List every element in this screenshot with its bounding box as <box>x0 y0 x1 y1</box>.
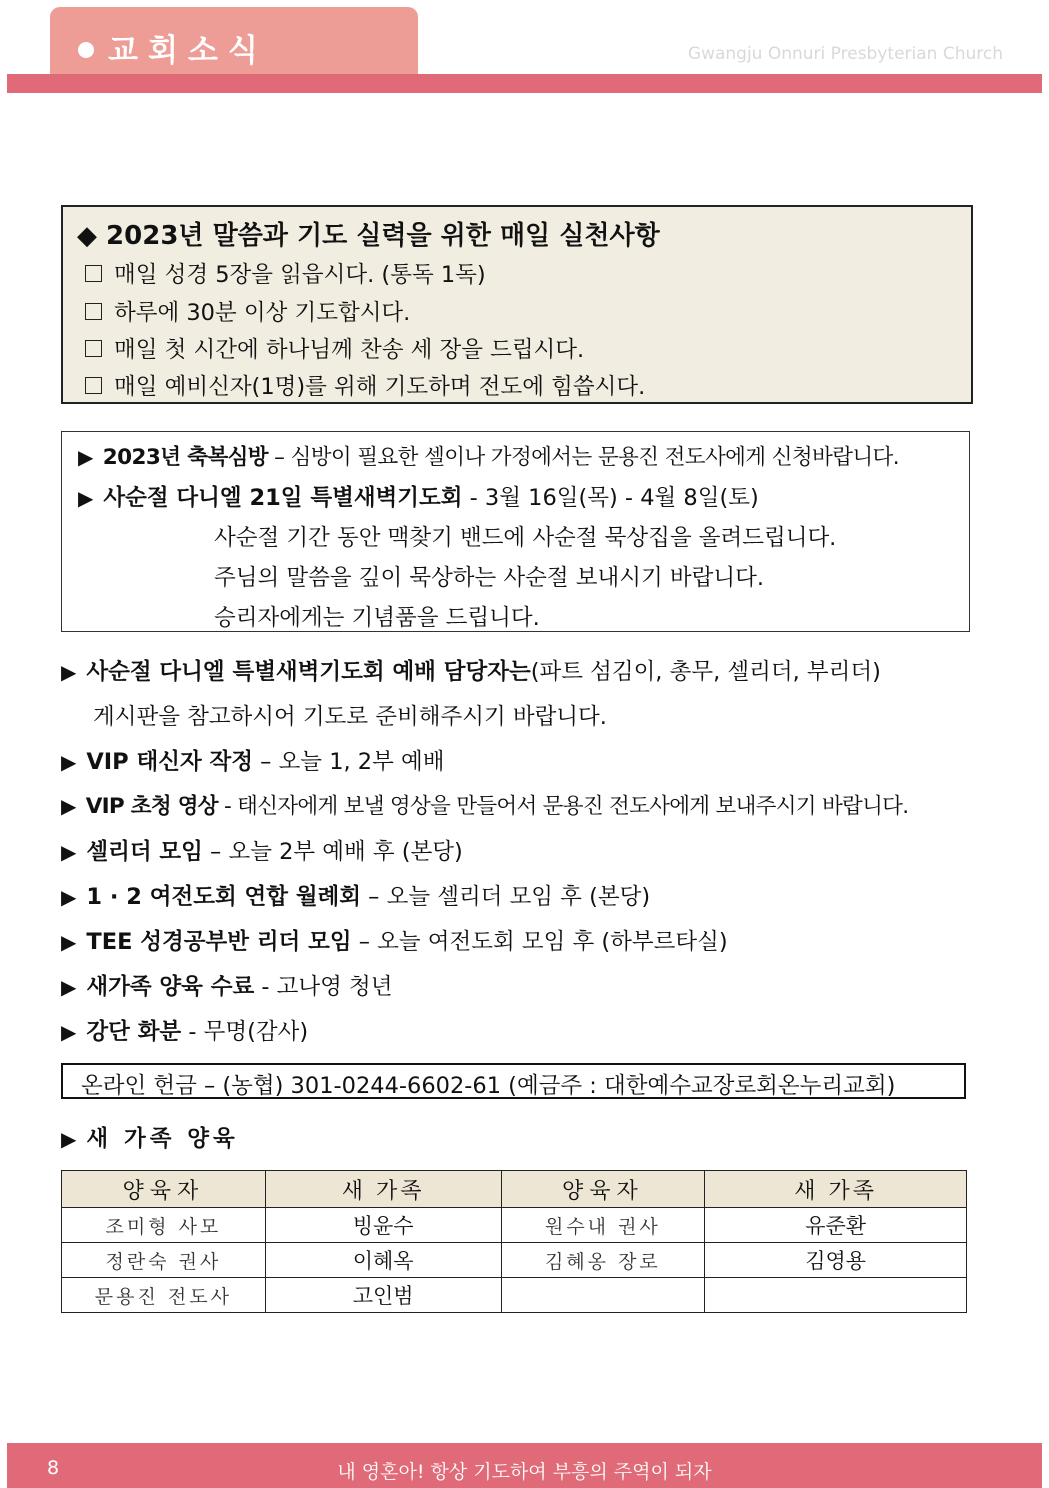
column-header: 새 가족 <box>705 1171 967 1208</box>
column-header: 새 가족 <box>265 1171 501 1208</box>
page-number: 8 <box>47 1457 60 1479</box>
triangle-icon: ▶ <box>61 750 77 774</box>
table-header-row <box>62 1171 967 1208</box>
new-family-table <box>61 1170 967 1313</box>
triangle-icon: ▶ <box>61 885 77 909</box>
checkbox-icon <box>85 340 102 357</box>
footer-bar <box>7 1443 1042 1488</box>
table-cell: 이혜옥 <box>265 1243 501 1278</box>
column-header: 양육자 <box>501 1171 705 1208</box>
news-item: 게시판을 참고하시어 기도로 준비해주시기 바랍니다. <box>93 704 607 730</box>
table-cell: 김영용 <box>705 1243 967 1278</box>
triangle-icon: ▶ <box>61 660 77 684</box>
lent-detail: 사순절 기간 동안 맥찾기 밴드에 사순절 묵상집을 올려드립니다. <box>214 525 837 551</box>
news-item: ▶ VIP 태신자 작정 – 오늘 1, 2부 예배 <box>61 749 445 775</box>
table-row <box>62 1208 967 1243</box>
lent-news-box <box>61 431 970 632</box>
triangle-icon: ▶ <box>61 1127 77 1151</box>
church-name: Gwangju Onnuri Presbyterian Church <box>687 44 1003 64</box>
footer-slogan: 내 영혼아! 항상 기도하여 부흥의 주역이 되자 <box>337 1461 712 1483</box>
news-item: ▶ TEE 성경공부반 리더 모임 – 오늘 여전도회 모임 후 (하부르타실) <box>61 929 728 955</box>
column-header: 양육자 <box>62 1171 266 1208</box>
news-item: ▶ 강단 화분 - 무명(감사) <box>61 1019 309 1045</box>
news-item: ▶ 셀리더 모임 – 오늘 2부 예배 후 (본당) <box>61 839 463 865</box>
table-cell <box>705 1278 967 1313</box>
triangle-icon: ▶ <box>61 840 77 864</box>
practice-title: ◆ 2023년 말씀과 기도 실력을 위한 매일 실천사항 <box>77 221 660 251</box>
table-cell: 조미형 사모 <box>62 1208 266 1243</box>
news-item: ▶ 사순절 다니엘 특별새벽기도회 예배 담당자는(파트 섬김이, 총무, 셀리더, 부리더) <box>61 659 881 685</box>
online-offering-box <box>61 1063 966 1099</box>
checkbox-icon <box>85 265 102 282</box>
lent-detail: 승리자에게는 기념품을 드립니다. <box>214 605 540 631</box>
new-family-heading: ▶ 새 가족 양육 <box>61 1126 239 1152</box>
triangle-icon: ▶ <box>78 486 94 510</box>
practice-item: 매일 예비신자(1명)를 위해 기도하며 전도에 힘씁시다. <box>85 369 645 401</box>
triangle-icon: ▶ <box>61 1020 77 1044</box>
daily-practice-box <box>61 205 973 404</box>
triangle-icon: ▶ <box>61 975 77 999</box>
table-cell: 문용진 전도사 <box>62 1278 266 1313</box>
table-row <box>62 1243 967 1278</box>
practice-item: 매일 성경 5장을 읽읍시다. (통독 1독) <box>85 257 486 289</box>
section-tab <box>50 7 418 75</box>
lent-news: ▶ 사순절 다니엘 21일 특별새벽기도회 - 3월 16일(목) - 4월 8일(토) <box>78 485 759 511</box>
table-cell: 유준환 <box>705 1208 967 1243</box>
news-item: ▶ 새가족 양육 수료 - 고나영 청년 <box>61 974 393 1000</box>
header-bar <box>7 74 1042 93</box>
checkbox-icon <box>85 303 102 320</box>
checkbox-icon <box>85 377 102 394</box>
table-cell: 고인범 <box>265 1278 501 1313</box>
bullet-icon <box>78 42 94 58</box>
table-cell: 빙윤수 <box>265 1208 501 1243</box>
table-cell <box>501 1278 705 1313</box>
account-info: 온라인 헌금 – (농협) 301-0244-6602-61 (예금주 : 대한예수교장로회온누리교회) <box>81 1073 896 1099</box>
lent-detail: 주님의 말씀을 깊이 묵상하는 사순절 보내시기 바랍니다. <box>214 565 764 591</box>
triangle-icon: ▶ <box>61 794 76 818</box>
practice-item: 매일 첫 시간에 하나님께 찬송 세 장을 드립시다. <box>85 332 584 364</box>
triangle-icon: ▶ <box>78 445 93 469</box>
table-cell: 원수내 권사 <box>501 1208 705 1243</box>
news-item: ▶ VIP 초청 영상 - 태신자에게 보낼 영상을 만들어서 문용진 전도사에게 보내주시기 바랍니다. <box>61 794 909 819</box>
table-row <box>62 1278 967 1313</box>
practice-item: 하루에 30분 이상 기도합시다. <box>85 295 410 327</box>
diamond-icon: ◆ <box>77 221 107 251</box>
news-item: ▶ 1 · 2 여전도회 연합 월례회 – 오늘 셀리더 모임 후 (본당) <box>61 884 651 910</box>
section-title: 교회소식 <box>78 25 268 70</box>
table-cell: 김혜옹 장로 <box>501 1243 705 1278</box>
table-cell: 정란숙 권사 <box>62 1243 266 1278</box>
visit-news: ▶ 2023년 축복심방 – 심방이 필요한 셀이나 가정에서는 문용진 전도사에게 신청바랍니다. <box>78 445 899 470</box>
triangle-icon: ▶ <box>61 930 77 954</box>
